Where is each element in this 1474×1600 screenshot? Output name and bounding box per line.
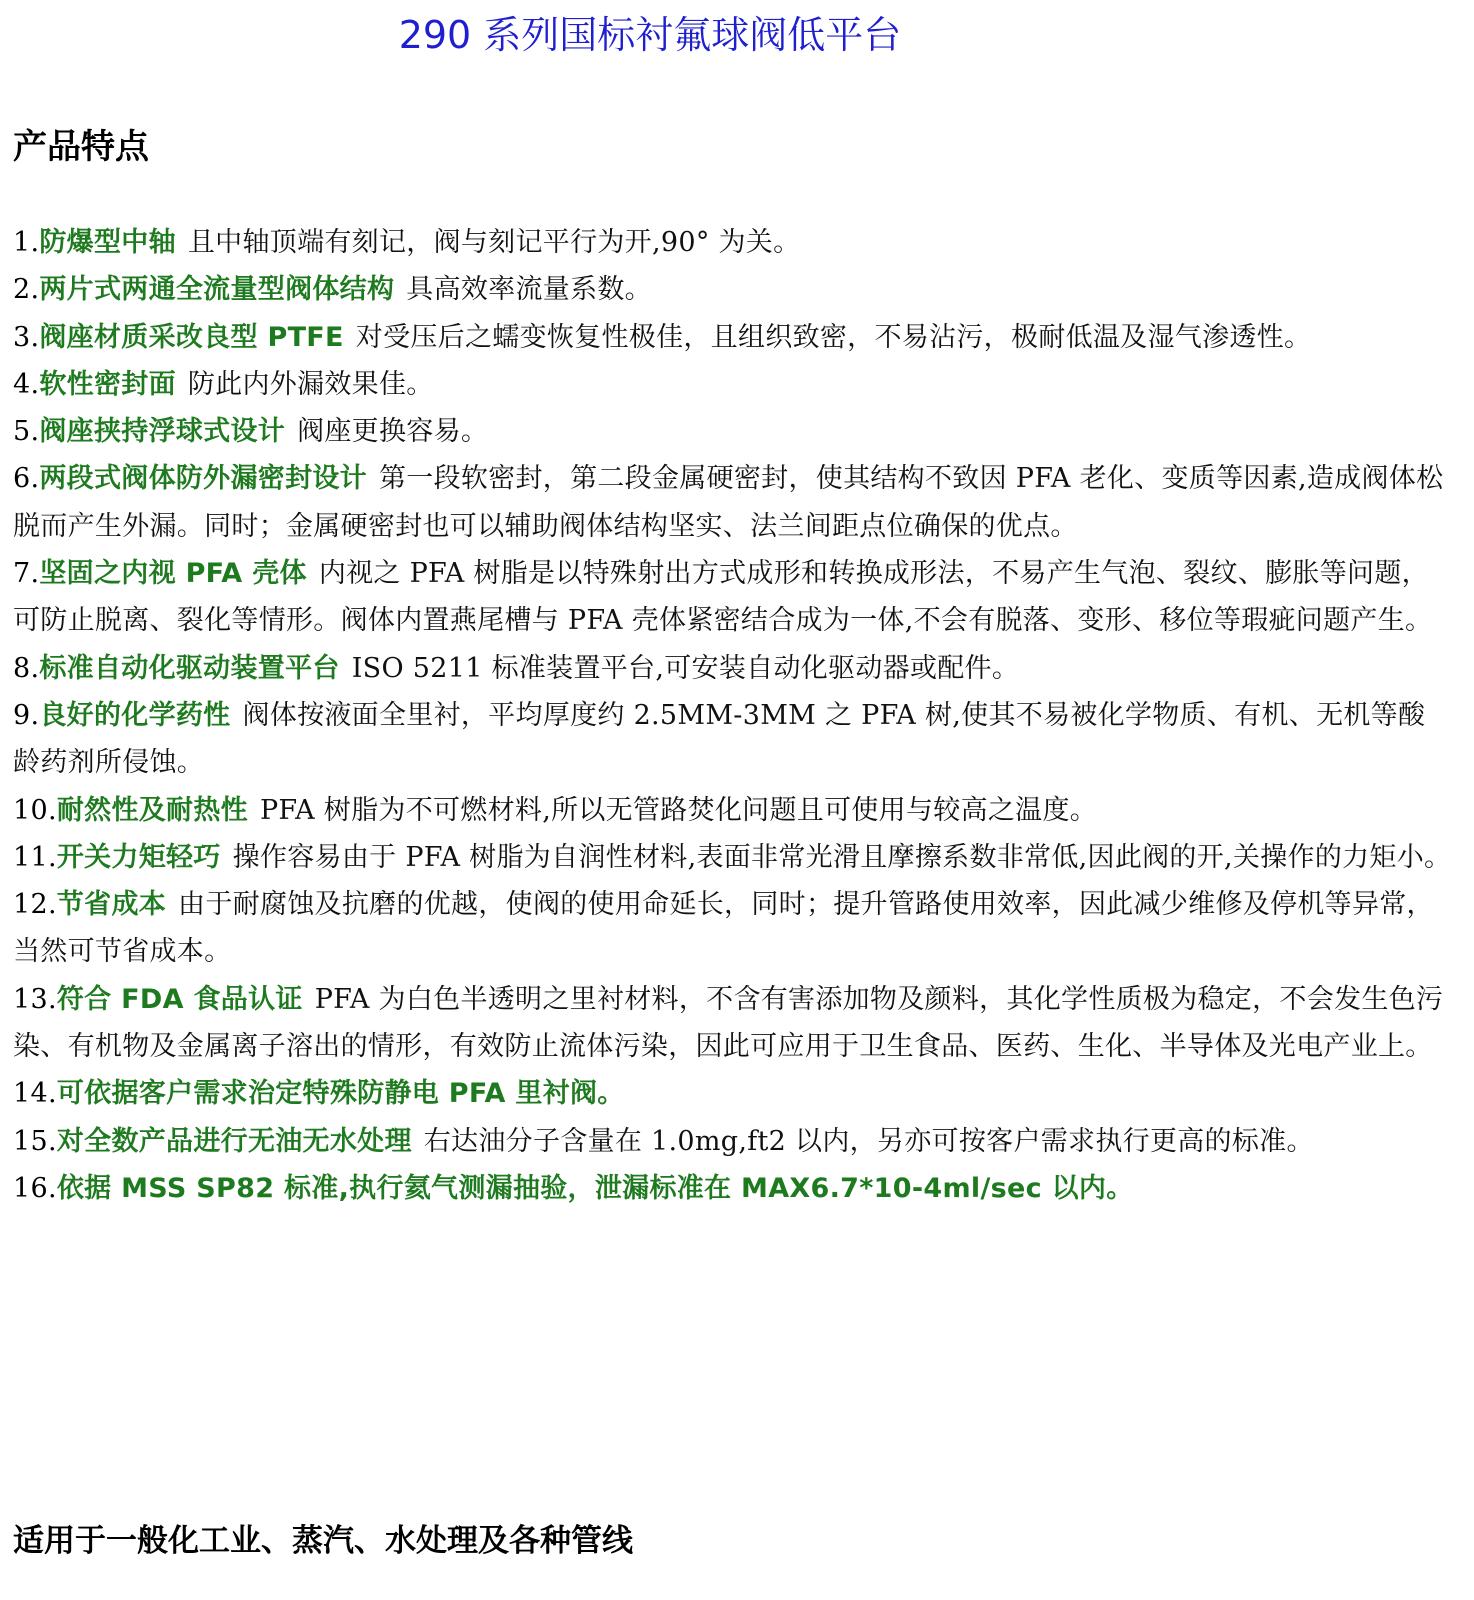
feature-item — [13, 455, 1452, 550]
feature-title: 开关力矩轻巧 — [56, 841, 221, 873]
feature-list — [13, 219, 1452, 1212]
feature-description: 对受压后之蠕变恢复性极佳，且组织致密，不易沾污，极耐低温及湿气渗透性。 — [355, 321, 1312, 353]
feature-number: 13. — [13, 983, 57, 1015]
feature-number: 9. — [13, 699, 40, 731]
feature-title: 防爆型中轴 — [39, 227, 176, 258]
feature-title: 标准自动化驱动装置平台 — [39, 652, 340, 684]
feature-description: PFA 为白色半透明之里衬材料，不含有害添加物及颜料，其化学性质极为稳定，不会发生色污染、有机物及金属离子溶出的情形，有效防止流体污染，因此可应用于卫生食品、医药、生化、半导体及光电产业上。 — [13, 983, 1444, 1063]
feature-number: 10. — [13, 794, 57, 826]
feature-description: 操作容易由于 PFA 树脂为自润性材料,表面非常光滑且摩擦系数非常低,因此阀的开,关操作的力矩小。 — [232, 841, 1452, 873]
feature-number: 2. — [13, 274, 40, 306]
feature-item — [13, 787, 1452, 834]
feature-item — [13, 645, 1452, 692]
feature-number: 12. — [13, 889, 57, 921]
feature-item — [13, 881, 1452, 976]
feature-item — [13, 361, 1452, 408]
feature-item — [13, 1118, 1452, 1165]
feature-description: 阀座更换容易。 — [297, 416, 489, 448]
feature-title: 可依据客户需求治定特殊防静电 PFA 里衬阀。 — [56, 1078, 625, 1110]
feature-number: 1. — [13, 227, 40, 258]
document-title: 290 系列国标衬氟球阀低平台 — [398, 13, 902, 57]
feature-description: PFA 树脂为不可燃材料,所以无管路焚化问题且可使用与较高之温度。 — [259, 794, 1098, 826]
feature-description: 阀体按液面全里衬，平均厚度约 2.5MM-3MM 之 PFA 树,使其不易被化学物质、有机、无机等酸龄药剂所侵蚀。 — [13, 699, 1426, 779]
feature-item — [13, 314, 1452, 361]
feature-number: 14. — [13, 1078, 57, 1110]
feature-item — [13, 976, 1452, 1071]
feature-title: 耐然性及耐热性 — [56, 794, 248, 826]
feature-description: 第一段软密封，第二段金属硬密封，使其结构不致因 PFA 老化、变质等因素,造成阀体松脱而产生外漏。同时；金属硬密封也可以辅助阀体结构坚实、法兰间距点位确保的优点。 — [13, 463, 1444, 542]
feature-number: 16. — [13, 1172, 57, 1204]
feature-description: 由于耐腐蚀及抗磨的优越，使阀的使用命延长，同时；提升管路使用效率，因此减少维修及停机等异常，当然可节省成本。 — [13, 889, 1434, 968]
feature-title: 软性密封面 — [39, 368, 176, 400]
feature-number: 7. — [13, 558, 40, 590]
feature-title: 依据 MSS SP82 标准,执行氦气测漏抽验，泄漏标准在 MAX6.7*10-4ml/sec 以内。 — [56, 1172, 1134, 1204]
feature-title: 阀座挟持浮球式设计 — [39, 416, 286, 448]
feature-number: 15. — [13, 1125, 57, 1157]
feature-item — [13, 692, 1452, 787]
section-heading-features: 产品特点 — [13, 127, 149, 167]
feature-item — [13, 834, 1452, 881]
feature-number: 4. — [13, 368, 40, 400]
feature-title: 阀座材质采改良型 PTFE — [39, 321, 344, 353]
feature-item — [13, 1070, 1452, 1117]
feature-title: 节省成本 — [56, 889, 167, 921]
feature-title: 良好的化学药性 — [39, 699, 231, 731]
feature-description: 内视之 PFA 树脂是以特殊射出方式成形和转换成形法，不易产生气泡、裂纹、膨胀等问题，可防止脱离、裂化等情形。阀体内置燕尾槽与 PFA 壳体紧密结合成为一体,不会有脱落、变形、移位等瑕疵问题产生。 — [13, 558, 1433, 637]
feature-description: 且中轴顶端有刻记，阀与刻记平行为开,90° 为关。 — [187, 227, 801, 258]
feature-title: 符合 FDA 食品认证 — [56, 983, 303, 1015]
feature-item — [13, 1165, 1452, 1212]
feature-title: 两段式阀体防外漏密封设计 — [39, 463, 367, 495]
feature-description: 右达油分子含量在 1.0mg,ft2 以内，另亦可按客户需求执行更高的标准。 — [423, 1125, 1314, 1157]
feature-number: 11. — [13, 841, 57, 873]
feature-description: ISO 5211 标准装置平台,可安装自动化驱动器或配件。 — [351, 652, 1020, 684]
feature-item — [13, 219, 1452, 266]
application-heading: 适用于一般化工业、蒸汽、水处理及各种管线 — [13, 1523, 633, 1559]
feature-number: 5. — [13, 416, 40, 448]
feature-number: 8. — [13, 652, 40, 684]
feature-title: 坚固之内视 PFA 壳体 — [39, 558, 307, 590]
feature-item — [13, 266, 1452, 313]
feature-item — [13, 408, 1452, 455]
feature-title: 两片式两通全流量型阀体结构 — [39, 274, 395, 306]
feature-description: 防此内外漏效果佳。 — [187, 368, 434, 400]
feature-number: 3. — [13, 321, 40, 353]
feature-item — [13, 550, 1452, 645]
feature-description: 具高效率流量系数。 — [406, 274, 652, 306]
feature-title: 对全数产品进行无油无水处理 — [56, 1125, 412, 1157]
feature-number: 6. — [13, 463, 40, 495]
